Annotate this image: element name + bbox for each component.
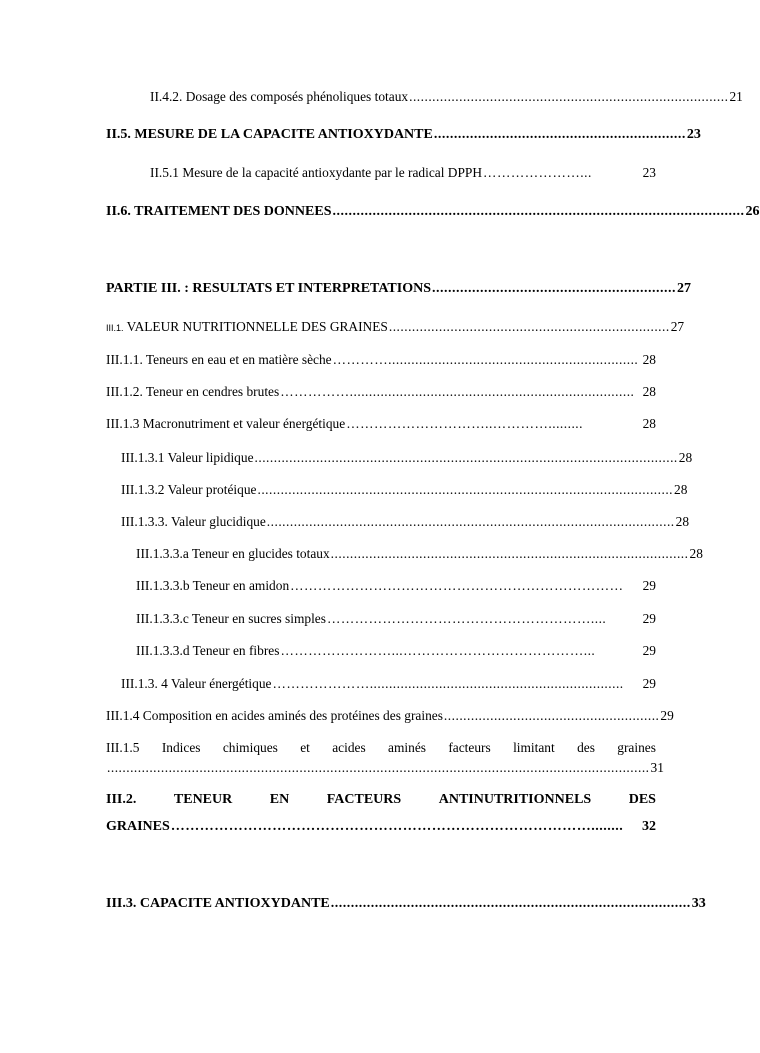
toc-page-number: 28 bbox=[675, 514, 690, 529]
toc-entry[interactable] bbox=[106, 416, 656, 432]
toc-leader: ………………….................................................................. bbox=[272, 676, 624, 691]
toc-leader: ……………………………………………………………………………........ bbox=[170, 819, 624, 834]
toc-entry[interactable] bbox=[106, 319, 685, 336]
toc-leader: ....................................................................................................... bbox=[332, 204, 745, 219]
toc-page-number: 29 bbox=[660, 708, 674, 723]
toc-entry-title: III.1.3.1 Valeur lipidique bbox=[121, 450, 254, 465]
toc-page-number: 29 bbox=[642, 676, 656, 691]
toc-entry-title: III.1.3.3.d Teneur en fibres bbox=[136, 643, 280, 658]
toc-leader: ............................................................................................. bbox=[330, 546, 689, 561]
toc-page-number: 28 bbox=[642, 416, 656, 431]
toc-word: DES bbox=[628, 792, 656, 807]
toc-word: EN bbox=[269, 792, 290, 807]
toc-entry[interactable] bbox=[136, 578, 656, 594]
toc-entry-title: II.4.2. Dosage des composés phénoliques totaux bbox=[150, 89, 409, 104]
toc-leader: ................................................................................... bbox=[409, 89, 729, 104]
toc-page-number: 28 bbox=[678, 450, 693, 465]
toc-leader: ……………………...…………………………………... bbox=[280, 643, 596, 658]
toc-leader: ......................................................................... bbox=[388, 319, 670, 334]
toc-entry-title: III.1.2. Teneur en cendres brutes bbox=[106, 384, 280, 399]
toc-leader: ............................................................. bbox=[431, 281, 676, 296]
toc-entry[interactable] bbox=[150, 89, 743, 105]
toc-entry-title: III.1.3.3.b Teneur en amidon bbox=[136, 578, 290, 593]
toc-word: III.2. bbox=[106, 792, 137, 807]
toc-page-number: 29 bbox=[642, 611, 656, 626]
toc-entry-title: GRAINES bbox=[106, 819, 170, 834]
toc-leader: ............................................................................................................ bbox=[257, 482, 674, 497]
toc-page-number: 33 bbox=[691, 896, 706, 911]
toc-word: III.1.5 bbox=[106, 740, 140, 755]
toc-leader: …………….......................................................................... bbox=[280, 384, 635, 399]
toc-word: graines bbox=[617, 740, 656, 755]
toc-word: Indices bbox=[161, 740, 201, 755]
toc-page-number: 28 bbox=[689, 546, 703, 561]
toc-word: acides bbox=[332, 740, 366, 755]
toc-leader: .............................................................................................................. bbox=[254, 450, 678, 465]
toc-entry[interactable] bbox=[136, 546, 703, 562]
toc-word: chimiques bbox=[222, 740, 278, 755]
toc-entry[interactable] bbox=[121, 482, 688, 498]
toc-leader: .......................................................................................................... bbox=[266, 514, 675, 529]
toc-leader: .......................................................................................... bbox=[330, 896, 691, 911]
toc-word: facteurs bbox=[448, 740, 491, 755]
toc-entry-title: PARTIE III. : RESULTATS ET INTERPRETATIONS bbox=[106, 281, 431, 296]
toc-entry[interactable] bbox=[106, 384, 656, 400]
toc-entry[interactable] bbox=[121, 514, 690, 530]
toc-word: FACTEURS bbox=[326, 792, 402, 807]
toc-page-number: 31 bbox=[650, 760, 664, 775]
toc-leader: …………………………..…………......... bbox=[346, 416, 583, 431]
toc-leader: ……………………………………………………………… bbox=[290, 578, 624, 593]
toc-word: limitant bbox=[513, 740, 555, 755]
toc-page-number: 23 bbox=[642, 165, 656, 180]
toc-entry[interactable] bbox=[106, 896, 706, 912]
toc-entry-title bbox=[106, 319, 388, 336]
toc-page-number: 23 bbox=[686, 127, 701, 142]
toc-entry-title: III.1.1. Teneurs en eau et en matière sèche bbox=[106, 352, 332, 367]
toc-word: ANTINUTRITIONNELS bbox=[438, 792, 592, 807]
toc-leader: ………………………………………………….... bbox=[326, 611, 607, 626]
toc-entry-title: II.6. TRAITEMENT DES DONNEES bbox=[106, 204, 332, 219]
toc-leader: ............................................................... bbox=[433, 127, 686, 142]
toc-entry-text: VALEUR NUTRITIONNELLE DES GRAINES bbox=[123, 319, 388, 334]
toc-word: des bbox=[577, 740, 595, 755]
toc-word: aminés bbox=[388, 740, 426, 755]
toc-entry-title: II.5.1 Mesure de la capacité antioxydante par le radical DPPH bbox=[150, 165, 483, 180]
toc-entry-title: III.1.3.3.a Teneur en glucides totaux bbox=[136, 546, 330, 561]
toc-entry[interactable] bbox=[121, 676, 656, 692]
toc-entry-title: III.3. CAPACITE ANTIOXYDANTE bbox=[106, 896, 330, 911]
toc-entry[interactable] bbox=[136, 611, 656, 627]
toc-entry[interactable] bbox=[106, 819, 656, 835]
toc-page-number: 32 bbox=[642, 819, 656, 834]
toc-leader: ........................................................ bbox=[443, 708, 660, 723]
toc-page-number: 26 bbox=[745, 204, 760, 219]
toc-entry-title: III.1.4 Composition en acides aminés des protéines des graines bbox=[106, 708, 443, 723]
toc-entry-title: III.1.3. 4 Valeur énergétique bbox=[121, 676, 272, 691]
toc-entry[interactable] bbox=[136, 643, 656, 659]
toc-entry[interactable] bbox=[106, 281, 691, 297]
toc-page-number: 28 bbox=[642, 384, 656, 399]
toc-entry-justified-line[interactable] bbox=[106, 792, 656, 808]
toc-page-number: 27 bbox=[670, 319, 685, 334]
toc-page-number: 21 bbox=[729, 89, 743, 104]
toc-entry[interactable] bbox=[150, 165, 656, 181]
toc-leader: ............................................................................................................................................. bbox=[107, 760, 650, 775]
toc-page-number: 28 bbox=[674, 482, 688, 497]
toc-entry[interactable] bbox=[106, 760, 664, 776]
toc-entry-title: III.1.3.3.c Teneur en sucres simples bbox=[136, 611, 326, 626]
toc-leader: …………................................................................. bbox=[332, 352, 639, 367]
toc-entry-title: III.1.3.3. Valeur glucidique bbox=[121, 514, 266, 529]
toc-entry-number: III.1. bbox=[106, 323, 124, 333]
toc-entry[interactable] bbox=[106, 352, 656, 368]
toc-word: TENEUR bbox=[173, 792, 233, 807]
toc-entry[interactable] bbox=[121, 450, 693, 466]
toc-entry-title: III.1.3.2 Valeur protéique bbox=[121, 482, 257, 497]
toc-page-number: 29 bbox=[642, 643, 656, 658]
toc-entry-title: III.1.3 Macronutriment et valeur énergétique bbox=[106, 416, 346, 431]
toc-page-number: 29 bbox=[642, 578, 656, 593]
toc-entry[interactable] bbox=[106, 708, 674, 724]
toc-entry[interactable] bbox=[106, 204, 760, 220]
toc-leader: …………………... bbox=[483, 165, 592, 180]
toc-page-number: 28 bbox=[642, 352, 656, 367]
toc-word: et bbox=[300, 740, 310, 755]
toc-entry-title: II.5. MESURE DE LA CAPACITE ANTIOXYDANTE bbox=[106, 127, 433, 142]
toc-entry-justified-line[interactable] bbox=[106, 740, 656, 756]
toc-entry[interactable] bbox=[106, 127, 701, 143]
toc-page-number: 27 bbox=[676, 281, 691, 296]
